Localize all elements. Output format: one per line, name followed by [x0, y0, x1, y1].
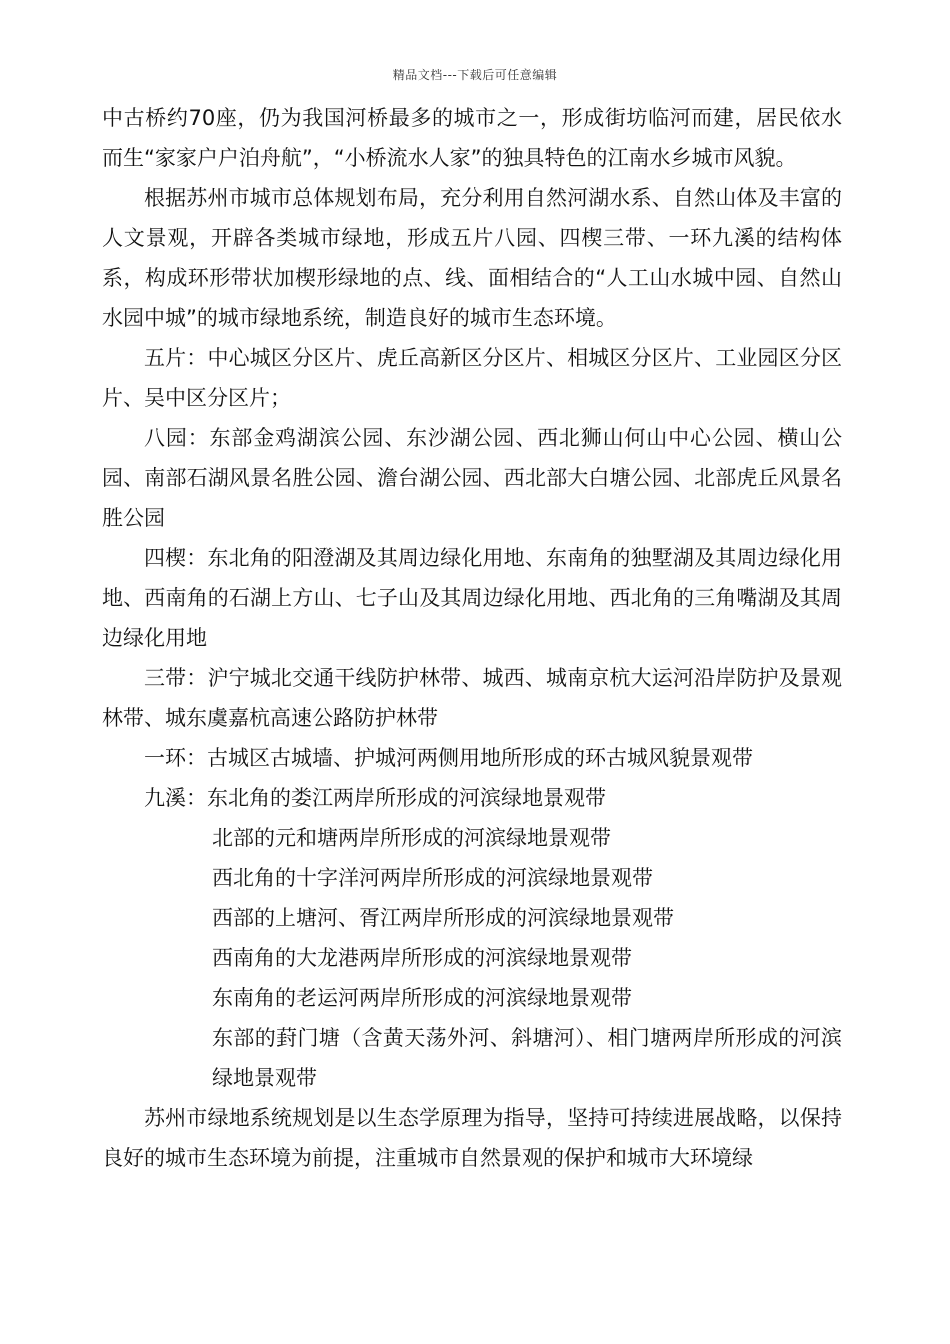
paragraph-conclusion: 苏州市绿地系统规划是以生态学原理为指导，坚持可持续进展战略，以保持良好的城市生态环境为前提，注重城市自然景观的保护和城市大环境绿 [102, 1106, 842, 1170]
paragraph-planning: 根据苏州市城市总体规划布局，充分利用自然河湖水系、自然山体及丰富的人文景观，开辟各类城市绿地，形成五片八园、四楔三带、一环九溪的结构体系，构成环形带状加楔形绿地的点、线、面相结合的“人工山水城中园、自然山水园中城”的城市绿地系统，制造良好的城市生态环境。 [102, 186, 842, 330]
page-header: 精品文档---下载后可任意编辑 [392, 68, 558, 82]
jiuxi-item: 东南角的老运河两岸所形成的河滨绿地景观带 [212, 986, 632, 1010]
paragraph-wupian: 五片：中心城区分区片、虎丘高新区分区片、相城区分区片、工业园区分区片、吴中区分区片； [102, 346, 842, 410]
paragraph-bayuan: 八园：东部金鸡湖滨公园、东沙湖公园、西北狮山何山中心公园、横山公园、南部石湖风景名胜公园、澹台湖公园、西北部大白塘公园、北部虎丘风景名胜公园 [102, 426, 842, 530]
paragraph-yihuan: 一环：古城区古城墙、护城河两侧用地所形成的环古城风貌景观带 [144, 746, 753, 770]
paragraph-jiuxi: 九溪：东北角的娄江两岸所形成的河滨绿地景观带 [144, 786, 606, 810]
jiuxi-item: 西部的上塘河、胥江两岸所形成的河滨绿地景观带 [212, 906, 674, 930]
jiuxi-item: 西北角的十字洋河两岸所形成的河滨绿地景观带 [212, 866, 653, 890]
paragraph-sandai: 三带：沪宁城北交通干线防护林带、城西、城南京杭大运河沿岸防护及景观林带、城东虞嘉杭高速公路防护林带 [102, 666, 842, 730]
jiuxi-item: 西南角的大龙港两岸所形成的河滨绿地景观带 [212, 946, 632, 970]
jiuxi-item: 北部的元和塘两岸所形成的河滨绿地景观带 [212, 826, 611, 850]
paragraph-intro: 中古桥约70座，仍为我国河桥最多的城市之一，形成街坊临河而建，居民依水而生“家家户户泊舟航”，“小桥流水人家”的独具特色的江南水乡城市风貌。 [102, 106, 842, 170]
paragraph-sixie: 四楔：东北角的阳澄湖及其周边绿化用地、东南角的独墅湖及其周边绿化用地、西南角的石湖上方山、七子山及其周边绿化用地、西北角的三角嘴湖及其周边绿化用地 [102, 546, 842, 650]
document-body [102, 98, 842, 1178]
jiuxi-item: 东部的葑门塘（含黄天荡外河、斜塘河）、相门塘两岸所形成的河滨绿地景观带 [212, 1026, 842, 1090]
